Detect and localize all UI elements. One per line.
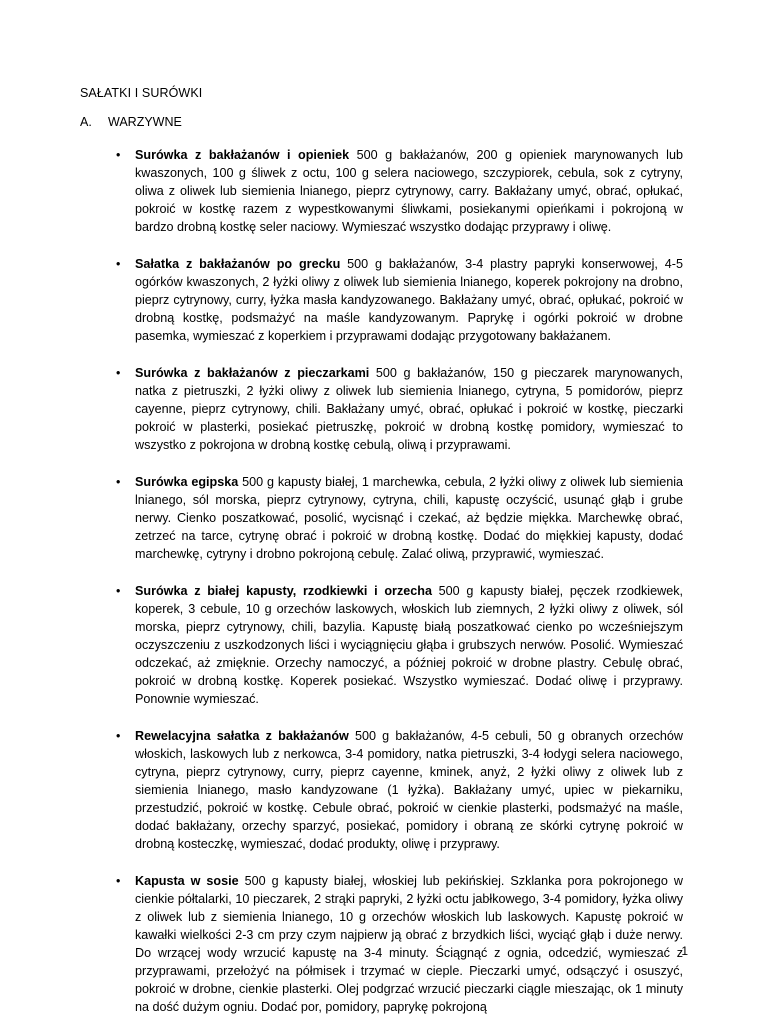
list-item: [0, 582, 768, 708]
recipe-name: Surówka z bakłażanów z pieczarkami: [135, 366, 370, 380]
recipe-paragraph: [135, 255, 683, 345]
list-item: [0, 727, 768, 853]
recipe-name: Surówka z białej kapusty, rzodkiewki i orzecha: [135, 584, 432, 598]
recipe-body: 500 g bakłażanów, 4-5 cebuli, 50 g obranych orzechów włoskich, laskowych lub z nerkowca, 3-4 pomidory, natka pietruszki, 3-4 łodygi selera naciowego, cytryna, pieprz cytrynowy, curry, pieprz cayenne, kminek, anyż, 2 łyżki oliwy z oliwek lub z siemienia lnianego, masło kandyzowane (1 łyżka). Bakłażany umyć, upiec w piekarniku, przestudzić, pokroić w kostkę. Cebule obrać, pokroić w cienkie plasterki, podsmażyć na maśle, dodać bakłażany, orzechy sparzyć, posiekać, pomidory i obraną ze skórki cytrynę pokroić w drobną kosteczkę, wymieszać, dodać produkty, oliwę i przyprawy.: [135, 729, 683, 851]
recipe-body: 500 g bakłażanów, 200 g opieniek marynowanych lub kwaszonych, 100 g śliwek z octu, 100 g selera naciowego, szczypiorek, cebula, sok z cytryny, oliwa z oliwek lub siemienia lnianego, pieprz cytrynowy, carry. Bakłażany umyć, obrać, opłukać, pokroić w kostkę razem z wypestkowanymi śliwkami, posiekanymi opieńkami i pokrojoną w bardzo drobną kostkę seler naciowy. Wymieszać wszystko dodając przyprawy i oliwę.: [135, 148, 683, 234]
recipe-paragraph: [135, 727, 683, 853]
recipe-paragraph: [135, 364, 683, 454]
list-item: [0, 364, 768, 454]
section-heading: [80, 115, 182, 129]
bullet-icon: •: [116, 148, 121, 162]
recipe-name: Surówka z bakłażanów i opieniek: [135, 148, 350, 162]
recipe-name: Kapusta w sosie: [135, 874, 239, 888]
bullet-icon: •: [116, 729, 121, 743]
recipe-name: Surówka egipska: [135, 475, 239, 489]
bullet-icon: •: [116, 475, 121, 489]
bullet-icon: •: [116, 874, 121, 888]
recipe-name: Rewelacyjna sałatka z bakłażanów: [135, 729, 349, 743]
list-item: [0, 872, 768, 1016]
recipe-body: 500 g kapusty białej, pęczek rzodkiewek, koperek, 3 cebule, 10 g orzechów laskowych, włoskich lub ziemnych, 2 łyżki oliwy z oliwek, sól morska, pieprz cytrynowy, chili, bazylia. Kapustę białą poszatkować cienko po wcześniejszym oczyszczeniu z uszkodzonych liści i wyciągnięciu głąba i grubszych nerwów. Posolić. Wymieszać odczekać, aż zmięknie. Orzechy namoczyć, a później pokroić w drobne plastry. Cebulę obrać, pokroić w drobną kostkę. Koperek posiekać. Wszystko wymieszać. Dodać oliwę i przyprawy. Ponownie wymieszać.: [135, 584, 683, 706]
bullet-icon: •: [116, 257, 121, 271]
list-item: [0, 473, 768, 563]
recipe-paragraph: [135, 872, 683, 1016]
recipe-body: 500 g kapusty białej, 1 marchewka, cebula, 2 łyżki oliwy z oliwek lub siemienia lnianego, sól morska, pieprz cytrynowy, cytryna, chili, kapustę oczyścić, usunąć głąb i grube nerwy. Cienko poszatkować, posolić, wycisnąć i czekać, aż będzie miękka. Marchewkę obrać, zetrzeć na tarce, cytrynę obrać i pokroić w drobną kostkę. Dodać do miękkiej kapusty, dodać marchewkę, cytryny i drobno pokrojoną cebulę. Zalać oliwą, przyprawić, wymieszać.: [135, 475, 684, 561]
recipe-body: 500 g kapusty białej, włoskiej lub pekińskiej. Szklanka pora pokrojonego w cienkie półtalarki, 10 pieczarek, 2 strąki papryki, 2 łyżki octu jabłkowego, 3-4 pomidory, łyżka oliwy z oliwek lub z siemienia lnianego, 10 g orzechów włoskich lub laskowych. Kapustę pokroić w kawałki wielkości 2-3 cm przy czym najpierw ją obrać z brzydkich liści, wyciąć głąb i duże nerwy. Do wrzącej wody wrzucić kapustę na 3-4 minuty. Ściągnąć z ognia, odcedzić, wymieszać z przyprawami, przełożyć na półmisek i trzymać w cieple. Pieczarki umyć, odsączyć i osuszyć, pokroić w drobne, cienkie plasterki. Olej podgrzać wrzucić pieczarki ciągle mieszając, ok 1 minuty na dość dużym ogniu. Dodać por, pomidory, paprykę pokrojoną: [135, 874, 683, 1014]
recipe-paragraph: [135, 582, 683, 708]
bullet-icon: •: [116, 584, 121, 598]
list-item: [0, 255, 768, 345]
section-letter: A.: [80, 115, 92, 129]
recipe-body: 500 g bakłażanów, 3-4 plastry papryki konserwowej, 4-5 ogórków kwaszonych, 2 łyżki oliwy z oliwek lub siemienia lnianego, koperek pokrojony na drobno, pieprz cytrynowy, curry, łyżka masła kandyzowanego. Bakłażany umyć, obrać, opłukać, pokroić w drobną kostkę, podsmażyć na maśle kandyzowanym. Paprykę i ogórki pokroić w drobne pasemka, wymieszać z koperkiem i przyprawami dodając przygotowany bakłażanem.: [135, 257, 683, 343]
recipe-body: 500 g bakłażanów, 150 g pieczarek marynowanych, natka z pietruszki, 2 łyżki oliwy z oliwek lub siemienia lnianego, cytryna, 5 pomidorów, pieprz cayenne, pieprz cytrynowy, chili. Bakłażany umyć, obrać, opłukać i pokroić w kostkę, pieczarki pokroić w plasterki, posiekać pietruszkę, pokroić w drobną kostkę pomidory, wymieszać to wszystko z pokrojona w drobną kostkę cebulą, oliwą i przyprawami.: [135, 366, 683, 452]
section-title: WARZYWNE: [108, 115, 182, 129]
recipe-paragraph: [135, 473, 683, 563]
list-item: [0, 146, 768, 236]
recipe-name: Sałatka z bakłażanów po grecku: [135, 257, 341, 271]
recipe-list: [0, 146, 768, 1035]
recipe-paragraph: [135, 146, 683, 236]
document-title: SAŁATKI I SURÓWKI: [80, 86, 203, 100]
bullet-icon: •: [116, 366, 121, 380]
page-number: 1: [681, 944, 688, 958]
